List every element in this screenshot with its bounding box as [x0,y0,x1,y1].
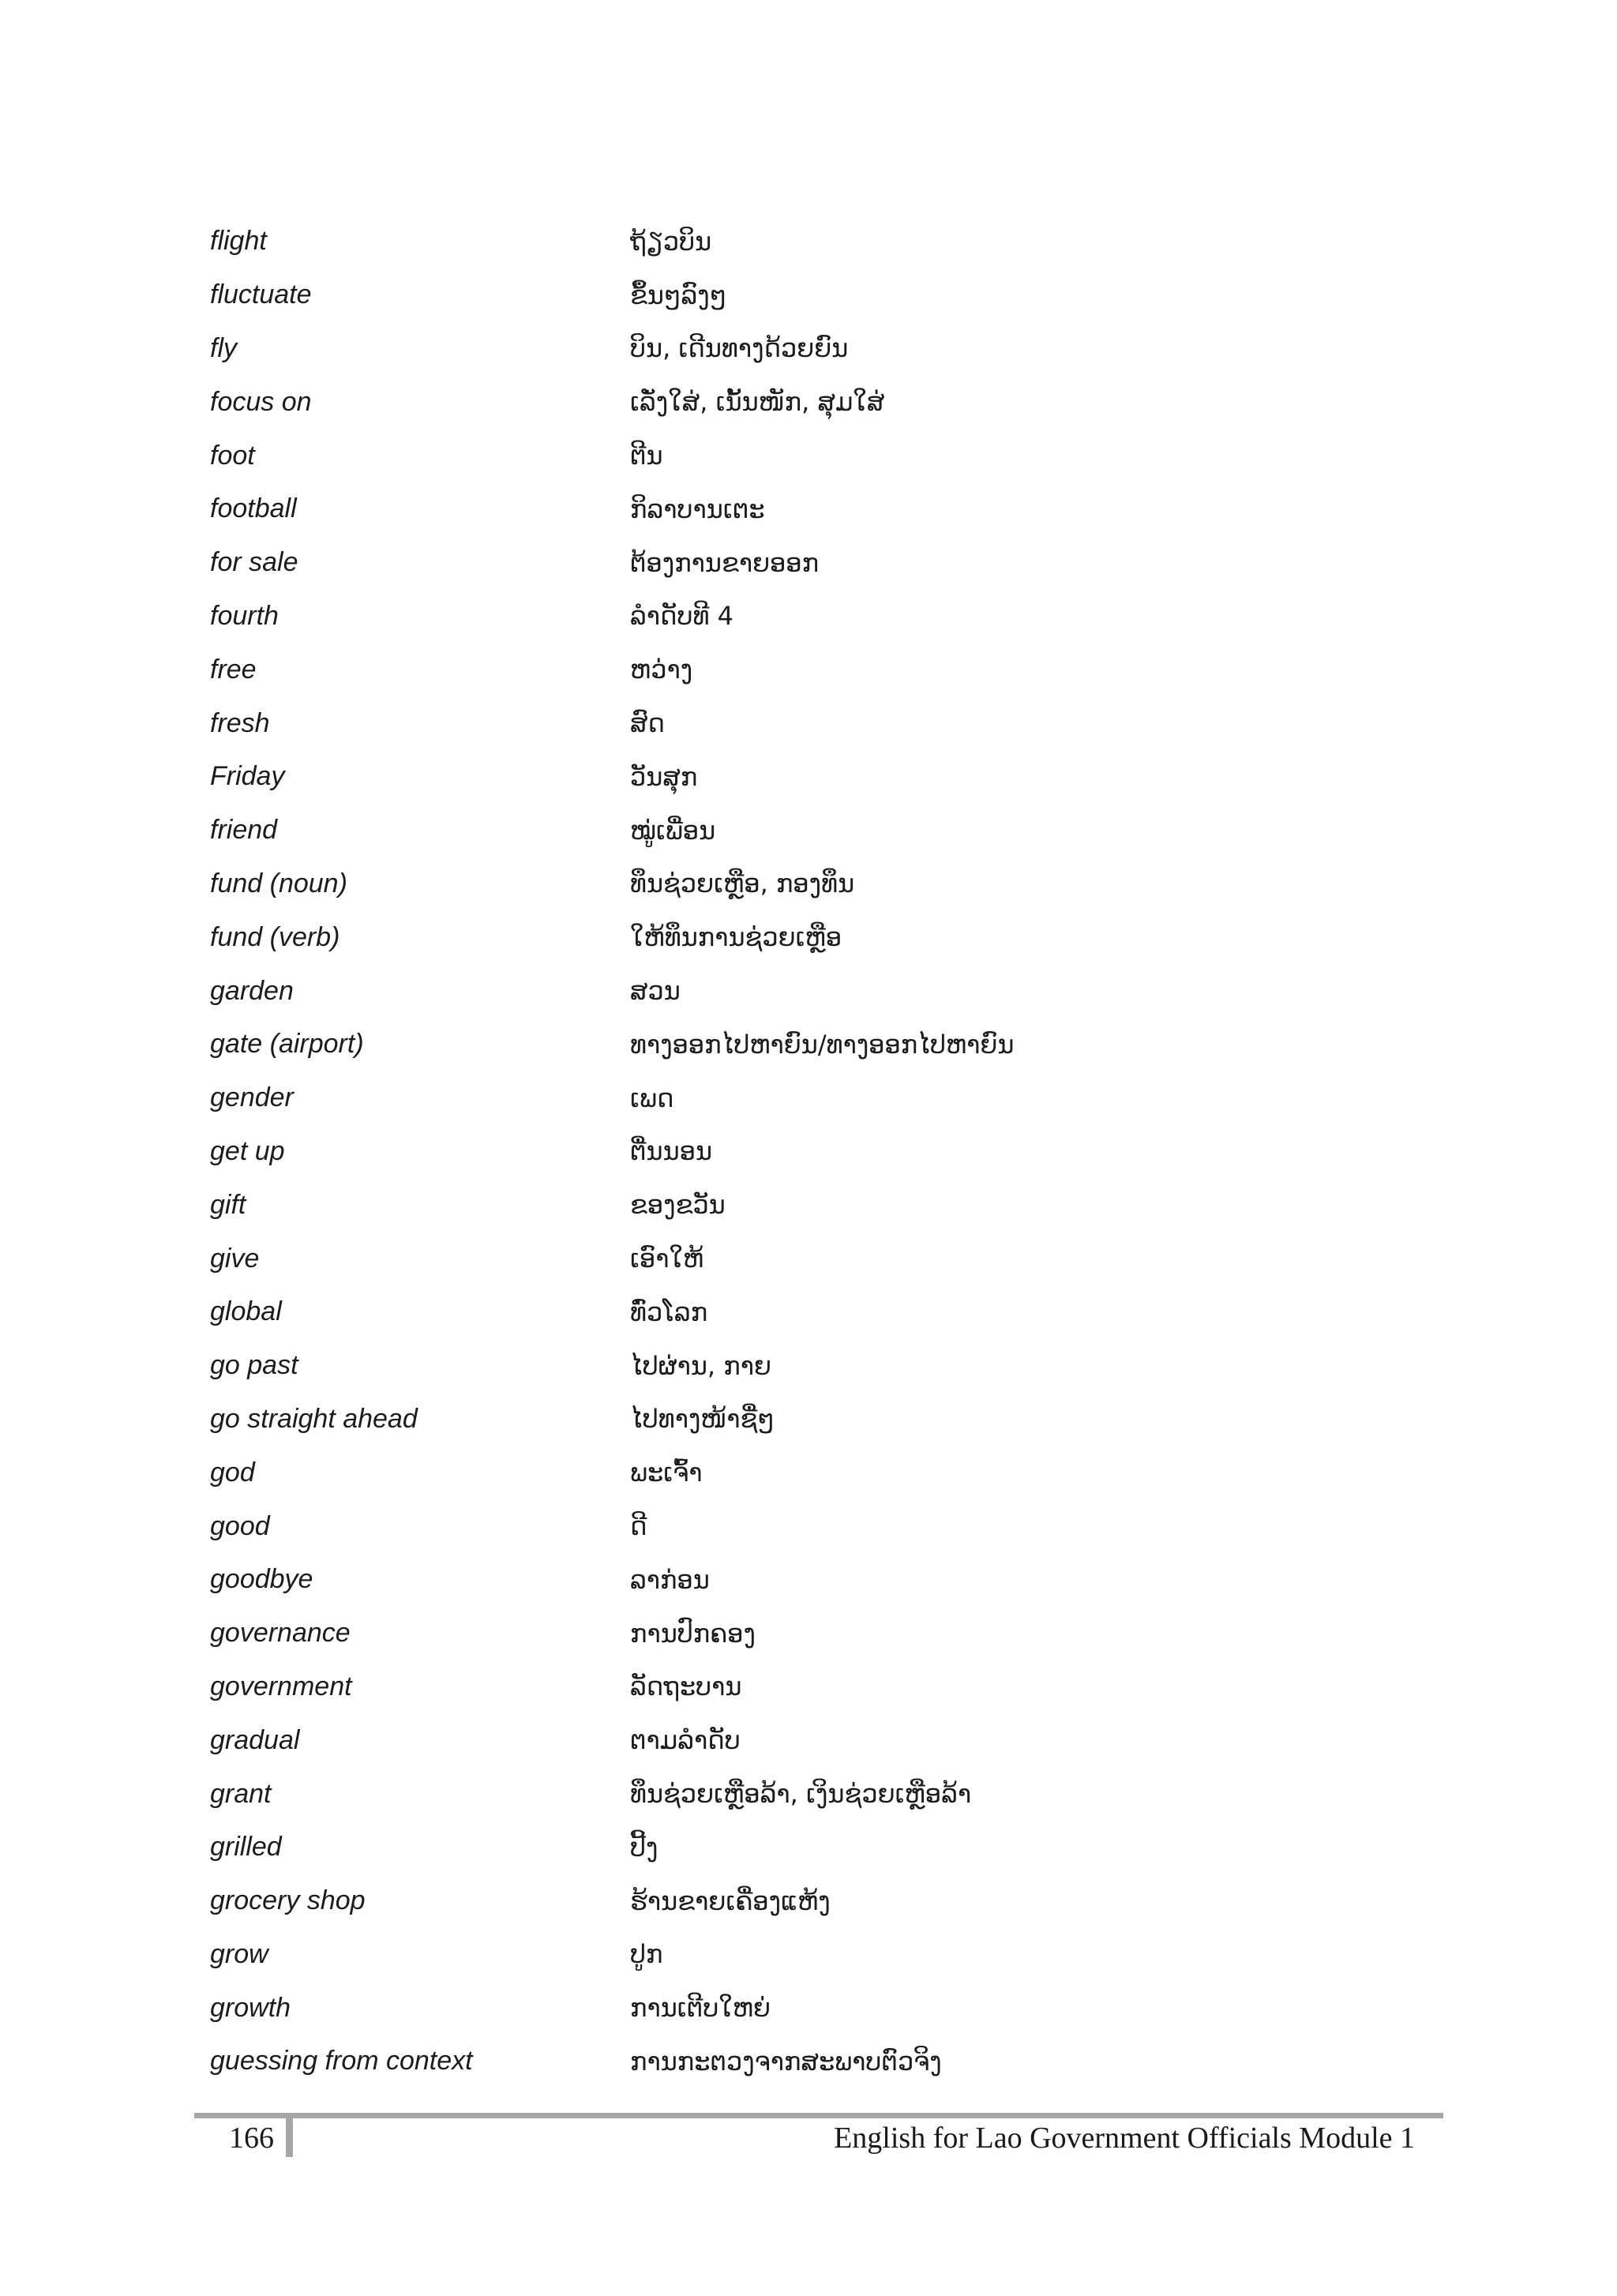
english-term: guessing from context [210,2046,473,2077]
glossary-row [210,1981,1473,2035]
glossary-row [210,696,1473,750]
glossary-row [210,804,1473,857]
english-term: fund (noun) [210,868,347,899]
lao-translation: ລາກ່ອນ [630,1564,710,1595]
glossary-row [210,1071,1473,1125]
lao-translation: ຂຶ້ນໆລົງໆ [630,279,727,310]
footer-divider [194,2113,1443,2118]
english-term: Friday [210,761,285,792]
glossary-row [210,1285,1473,1339]
english-term: fourth [210,600,279,631]
lao-translation: ດີ [630,1511,647,1542]
glossary-row [210,1821,1473,1874]
glossary-row [210,1178,1473,1232]
lao-translation: ສວນ [630,976,681,1007]
english-term: growth [210,1992,291,2023]
english-term: for sale [210,547,298,578]
english-term: free [210,654,257,685]
page-number: 166 [229,2122,274,2155]
lao-translation: ຕ້ອງການຂາຍອອກ [630,547,820,578]
english-term: foot [210,440,255,471]
lao-translation: ປີ້ງ [630,1832,658,1863]
lao-translation: ທຶນຊ່ວຍເຫຼືອລ້າ, ເງິນຊ່ວຍເຫຼືອລ້າ [630,1779,972,1809]
lao-translation: ທົ່ວໂລກ [630,1296,708,1327]
english-term: gradual [210,1724,300,1755]
english-term: grilled [210,1832,282,1863]
glossary-row [210,429,1473,482]
lao-translation: ບິນ, ເດີນທາງດ້ວຍຍົນ [630,333,849,364]
english-term: gift [210,1189,246,1220]
english-term: fly [210,332,237,363]
glossary-row [210,910,1473,964]
lao-translation: ຕື່ນນອນ [630,1136,713,1167]
running-footer-title: English for Lao Government Officials Module 1 [834,2122,1415,2155]
lao-translation: ເພດ [630,1082,674,1113]
english-term: grant [210,1778,272,1809]
glossary-row [210,1607,1473,1660]
glossary-row [210,1125,1473,1179]
english-term: fluctuate [210,279,312,310]
glossary-row [210,643,1473,696]
english-term: get up [210,1135,285,1166]
lao-translation: ໝູ່ເພື່ອນ [630,815,716,846]
english-term: global [210,1296,282,1327]
glossary-row [210,268,1473,322]
glossary-row [210,1660,1473,1714]
footer-page-separator [286,2113,293,2157]
lao-translation: ໄປຜ່ານ, ກາຍ [630,1350,771,1381]
english-term: fund (verb) [210,921,340,952]
english-term: goodbye [210,1564,313,1595]
glossary-row [210,750,1473,804]
glossary-row [210,322,1473,376]
lao-translation: ທຶນຊ່ວຍເຫຼືອ, ກອງທຶນ [630,869,855,899]
english-term: gender [210,1082,294,1113]
lao-translation: ທາງອອກໄປຫາຍົນ/ທາງອອກໄປຫາຍົນ [630,1029,1015,1060]
glossary-row [210,857,1473,911]
glossary-row [210,1553,1473,1607]
english-term: football [210,493,297,524]
glossary-row [210,1499,1473,1553]
glossary-row [210,536,1473,590]
lao-translation: ຕາມລຳດັບ [630,1725,741,1756]
lao-translation: ການປົກຄອງ [630,1618,756,1649]
glossary-row [210,964,1473,1018]
english-term: governance [210,1618,351,1649]
lao-translation: ຕີນ [630,441,663,471]
english-term: give [210,1243,260,1274]
english-term: grow [210,1938,268,1969]
english-term: focus on [210,386,312,417]
glossary-row [210,2035,1473,2088]
lao-translation: ເອົາໃຫ້ [630,1244,704,1274]
lao-translation: ກິລາບານເຕະ [630,493,765,524]
lao-translation: ລັດຖະບານ [630,1671,742,1702]
lao-translation: ການເຕີບໃຫຍ່ [630,1993,771,2024]
glossary-row [210,1446,1473,1499]
english-term: good [210,1510,270,1541]
glossary-row [210,1232,1473,1285]
english-term: friend [210,815,278,846]
glossary-row [210,1339,1473,1393]
lao-translation: ການກະຕວງຈາກສະພາບຕົວຈິງ [630,2046,942,2077]
english-term: go past [210,1350,298,1381]
glossary-row [210,1713,1473,1767]
lao-translation: ໄປທາງໜ້າຊື່ໆ [630,1404,775,1435]
english-term: grocery shop [210,1885,366,1916]
glossary-row [210,1874,1473,1928]
lao-translation: ຮ້ານຂາຍເຄື່ອງແຫ້ງ [630,1885,831,1916]
glossary-row [210,375,1473,429]
lao-translation: ພະເຈົ້າ [630,1458,703,1488]
glossary-row [210,215,1473,268]
english-term: flight [210,226,267,257]
lao-translation: ສົດ [630,708,665,739]
english-term: god [210,1457,255,1488]
lao-translation: ປູກ [630,1939,663,1970]
glossary-list [210,215,1473,2088]
glossary-row [210,1393,1473,1446]
english-term: gate (airport) [210,1029,364,1060]
lao-translation: ລຳດັບທີ 4 [630,601,733,632]
english-term: garden [210,975,294,1006]
glossary-row [210,1018,1473,1071]
english-term: fresh [210,707,270,738]
lao-translation: ຂອງຂວັນ [630,1190,726,1221]
glossary-row [210,1928,1473,1982]
glossary-row [210,1767,1473,1821]
glossary-row [210,590,1473,643]
english-term: government [210,1671,352,1701]
lao-translation: ຫວ່າງ [630,655,693,685]
english-term: go straight ahead [210,1403,418,1434]
lao-translation: ເລັ່ງໃສ່, ເນັ້ນໜັກ, ສຸມໃສ່ [630,387,885,418]
lao-translation: ຖ້ຽວບິນ [630,226,712,257]
lao-translation: ໃຫ້ທຶນການຊ່ວຍເຫຼືອ [630,922,842,953]
glossary-row [210,482,1473,536]
lao-translation: ວັນສຸກ [630,761,698,792]
